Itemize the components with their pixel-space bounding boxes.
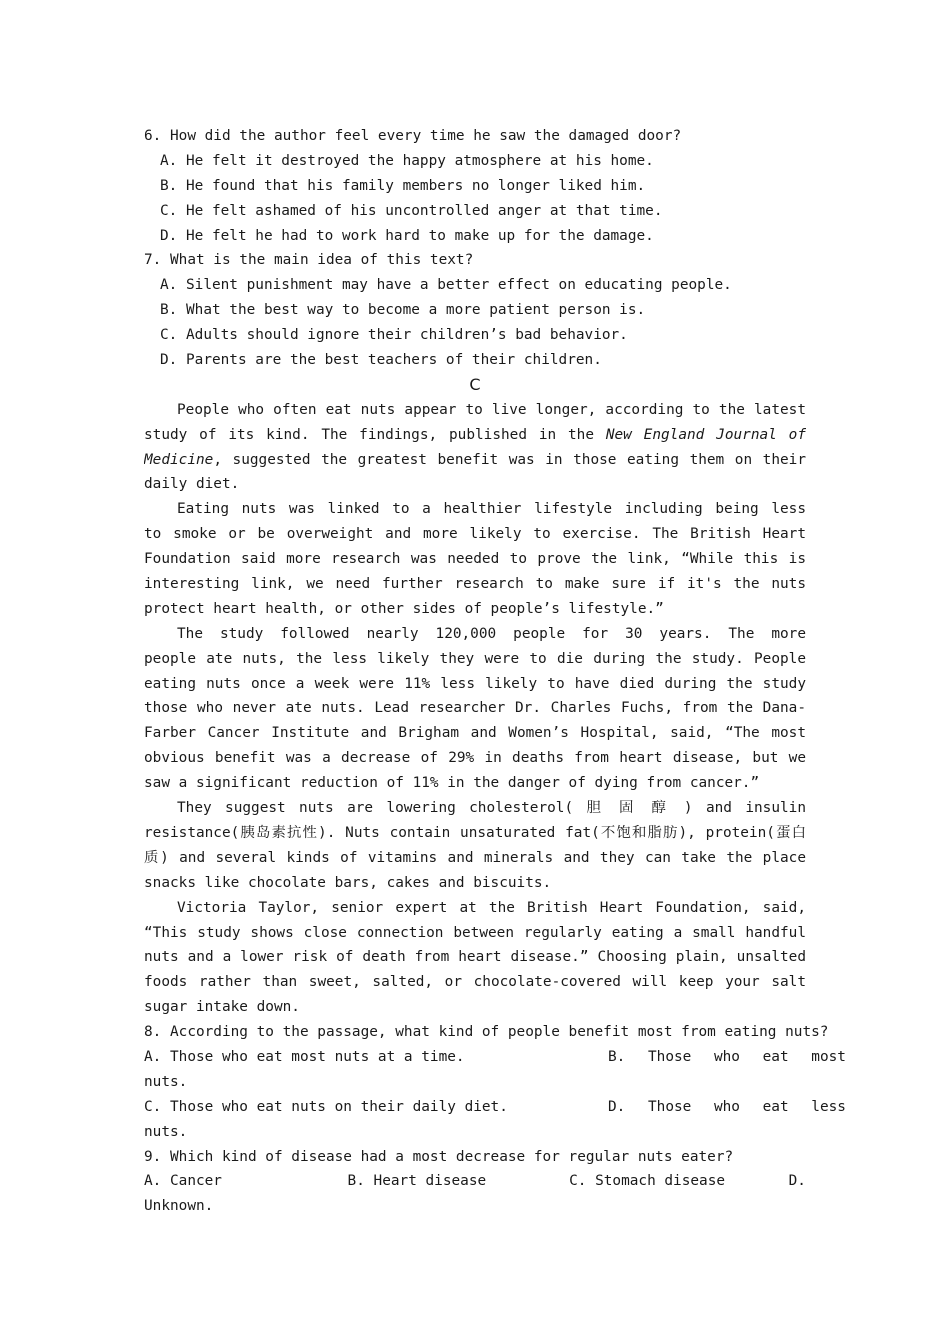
question-9-options-row — [144, 1169, 806, 1194]
passage-paragraph-5 — [144, 896, 806, 1020]
paragraph-line: People who often eat nuts appear to live longer, according to the latest — [177, 401, 806, 418]
question-8-option-a: A. Those who eat most nuts at a time. — [144, 1048, 465, 1065]
paragraph-line: snacks like chocolate bars, cakes and biscuits. — [144, 874, 552, 891]
question-9-option-c: C. Stomach disease — [569, 1173, 726, 1190]
question-9-stem: 9. Which kind of disease had a most decrease for regular nuts eater? — [144, 1148, 734, 1165]
paragraph-line: “This study shows close connection between regularly eating a small handful — [144, 924, 806, 941]
paragraph-line: Victoria Taylor, senior expert at the British Heart Foundation, said, — [177, 899, 806, 916]
paragraph-line — [144, 448, 806, 473]
question-8-option-d-text: D. Those who eat less — [608, 1098, 846, 1115]
question-8-row-ab — [144, 1045, 846, 1070]
paragraph-line: interesting link, we need further research to make sure if it's the nuts — [144, 576, 806, 593]
paragraph-line: Foundation said more research was needed to prove the link, “While this is — [144, 551, 806, 568]
question-7-option-c: C. Adults should ignore their children’s bad behavior. — [160, 327, 628, 344]
paragraph-line: The study followed nearly 120,000 people for 30 years. The more — [177, 625, 806, 642]
question-9-option-a: A. Cancer — [144, 1173, 222, 1190]
question-8-row-cd — [144, 1095, 846, 1120]
paragraph-line: resistance(胰岛素抗性). Nuts contain unsaturated fat(不饱和脂肪), protein(蛋白 — [144, 824, 806, 841]
paragraph-line: those who never ate nuts. Lead researcher Dr. Charles Fuchs, from the Dana- — [144, 700, 806, 717]
paragraph-line: 质) and several kinds of vitamins and minerals and they can take the place — [144, 849, 806, 866]
passage-paragraph-3 — [144, 622, 806, 796]
question-6-option-c: C. He felt ashamed of his uncontrolled anger at that time. — [160, 202, 663, 219]
paragraph-text: study of its kind. The findings, published in the — [144, 426, 606, 443]
question-7-option-d: D. Parents are the best teachers of their children. — [160, 352, 602, 369]
paragraph-line: to smoke or be overweight and more likely to exercise. The British Heart — [144, 526, 806, 543]
question-8-stem: 8. According to the passage, what kind of people benefit most from eating nuts? — [144, 1024, 829, 1041]
paragraph-line: daily diet. — [144, 476, 240, 493]
exam-page — [144, 124, 846, 1219]
question-8 — [144, 1020, 846, 1144]
paragraph-line: obvious benefit was a decrease of 29% in deaths from heart disease, but we — [144, 750, 806, 767]
question-8-option-b — [608, 1045, 846, 1070]
paragraph-line: sugar intake down. — [144, 999, 300, 1016]
question-8-option-b-wrap: nuts. — [144, 1073, 188, 1090]
question-6-option-d: D. He felt he had to work hard to make up for the damage. — [160, 227, 654, 244]
paragraph-line — [144, 423, 806, 448]
question-7-option-b: B. What the best way to become a more patient person is. — [160, 302, 646, 319]
question-6 — [144, 124, 806, 248]
paragraph-line: foods rather than sweet, salted, or chocolate-covered will keep your salt — [144, 974, 806, 991]
paragraph-line: They suggest nuts are lowering cholesterol( 胆 固 醇 ) and insulin — [177, 800, 806, 817]
question-9-option-d-wrap: Unknown. — [144, 1198, 214, 1215]
paragraph-line: protect heart health, or other sides of people’s lifestyle.” — [144, 600, 664, 617]
section-heading: C — [469, 374, 481, 394]
paragraph-line: eating nuts once a week were 11% less likely to have died during the study — [144, 675, 806, 692]
paragraph-line: saw a significant reduction of 11% in the danger of dying from cancer.” — [144, 775, 760, 792]
paragraph-text: , suggested the greatest benefit was in those eating them on their — [213, 451, 806, 468]
journal-title: New England Journal of — [605, 426, 806, 443]
question-6-stem: 6. How did the author feel every time he saw the damaged door? — [144, 128, 682, 144]
question-6-option-a: A. He felt it destroyed the happy atmosphere at his home. — [160, 152, 654, 169]
question-8-option-d-wrap: nuts. — [144, 1123, 188, 1140]
paragraph-line: Farber Cancer Institute and Brigham and Women’s Hospital, said, “The most — [144, 725, 806, 742]
question-6-option-b: B. He found that his family members no longer liked him. — [160, 177, 646, 194]
paragraph-line: people ate nuts, the less likely they were to die during the study. People — [144, 650, 806, 667]
question-9-option-b: B. Heart disease — [347, 1173, 487, 1190]
journal-title: Medicine — [144, 451, 214, 468]
passage-paragraph-4 — [144, 796, 806, 896]
paragraph-line: nuts and a lower risk of death from heart disease.” Choosing plain, unsalted — [144, 949, 806, 966]
question-9-option-d: D. — [788, 1173, 806, 1190]
question-9 — [144, 1145, 806, 1220]
passage-paragraph-2 — [144, 497, 806, 621]
question-8-option-d — [608, 1095, 846, 1120]
passage-paragraph-1 — [144, 398, 806, 498]
question-8-option-c: C. Those who eat nuts on their daily diet. — [144, 1098, 508, 1115]
question-7 — [144, 248, 806, 372]
question-7-option-a: A. Silent punishment may have a better effect on educating people. — [160, 277, 732, 294]
question-8-option-b-text: B. Those who eat most — [608, 1048, 846, 1065]
question-7-stem: 7. What is the main idea of this text? — [144, 252, 474, 269]
paragraph-line: Eating nuts was linked to a healthier lifestyle including being less — [177, 501, 806, 518]
